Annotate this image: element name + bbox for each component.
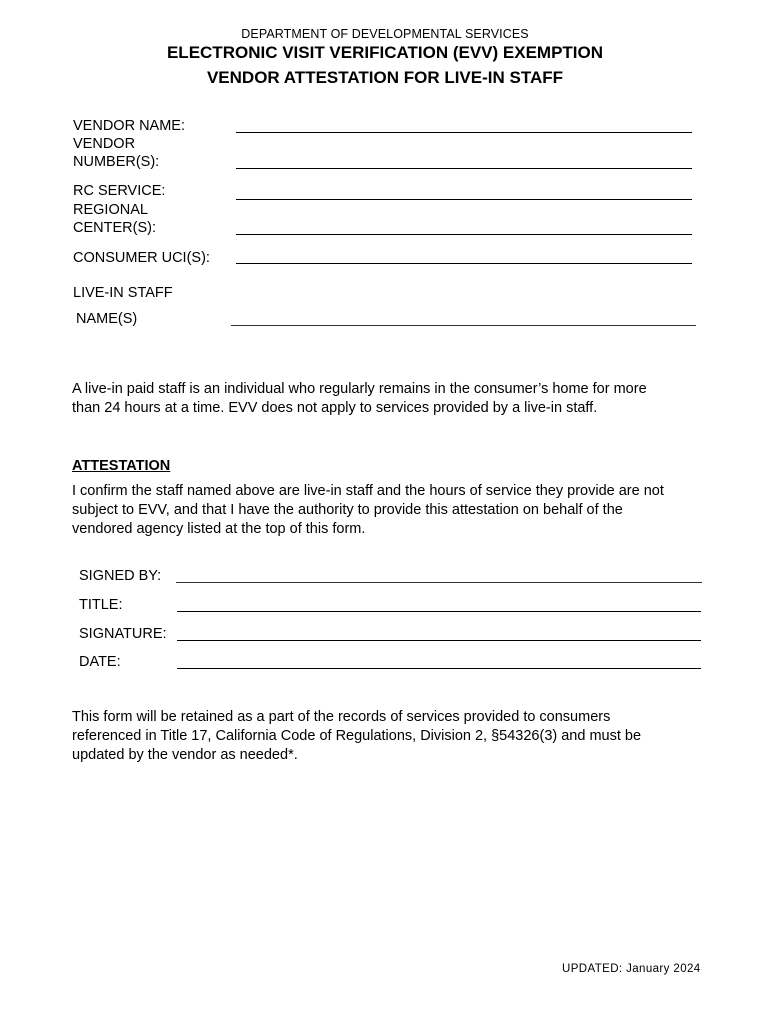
signed-by-label: SIGNED BY:: [79, 568, 162, 584]
vendor-name-label: VENDOR NAME:: [73, 118, 185, 134]
vendor-number-field[interactable]: [236, 168, 692, 169]
signature-field[interactable]: [177, 640, 701, 641]
title-label: TITLE:: [79, 597, 123, 613]
retention-line-3: updated by the vendor as needed*.: [72, 747, 298, 763]
attestation-line-2: subject to EVV, and that I have the authority to provide this attestation on behalf of the: [72, 502, 623, 518]
regional-center-label-2: CENTER(S):: [73, 220, 156, 236]
retention-paragraph: [72, 708, 712, 765]
attestation-line-3: vendored agency listed at the top of this form.: [72, 521, 366, 537]
attestation-paragraph: [72, 482, 712, 539]
consumer-uci-label: CONSUMER UCI(S):: [73, 250, 210, 266]
signature-label: SIGNATURE:: [79, 626, 167, 642]
department-name: DEPARTMENT OF DEVELOPMENTAL SERVICES: [241, 27, 529, 41]
vendor-number-label-2: NUMBER(S):: [73, 154, 160, 170]
attestation-heading: ATTESTATION: [72, 458, 171, 474]
vendor-name-field[interactable]: [236, 132, 692, 133]
date-field[interactable]: [177, 668, 701, 669]
regional-center-label-1: REGIONAL: [73, 202, 148, 218]
definition-line-2: than 24 hours at a time. EVV does not apply to services provided by a live-in staff.: [72, 400, 598, 416]
vendor-number-label-1: VENDOR: [73, 136, 136, 152]
definition-line-1: A live-in paid staff is an individual who regularly remains in the consumer’s home for more: [72, 381, 647, 397]
updated-date: UPDATED: January 2024: [562, 963, 701, 975]
rc-service-field[interactable]: [236, 199, 692, 200]
date-label: DATE:: [79, 654, 121, 670]
live-in-staff-field[interactable]: [231, 325, 696, 326]
retention-line-2: referenced in Title 17, California Code of Regulations, Division 2, §54326(3) and must be: [72, 728, 642, 744]
definition-paragraph: [72, 380, 712, 418]
signed-by-field[interactable]: [176, 582, 702, 583]
rc-service-label: RC SERVICE:: [73, 183, 166, 199]
form-subtitle: VENDOR ATTESTATION FOR LIVE-IN STAFF: [206, 68, 564, 87]
live-in-staff-label-2: NAME(S): [76, 311, 138, 327]
live-in-staff-label-1: LIVE-IN STAFF: [73, 285, 173, 301]
form-title: ELECTRONIC VISIT VERIFICATION (EVV) EXEMPTION: [166, 43, 604, 62]
regional-center-field[interactable]: [236, 234, 692, 235]
title-field[interactable]: [177, 611, 701, 612]
retention-line-1: This form will be retained as a part of the records of services provided to consumers: [72, 709, 611, 725]
attestation-line-1: I confirm the staff named above are live-in staff and the hours of service they provide are not: [72, 483, 664, 499]
consumer-uci-field[interactable]: [236, 263, 692, 264]
